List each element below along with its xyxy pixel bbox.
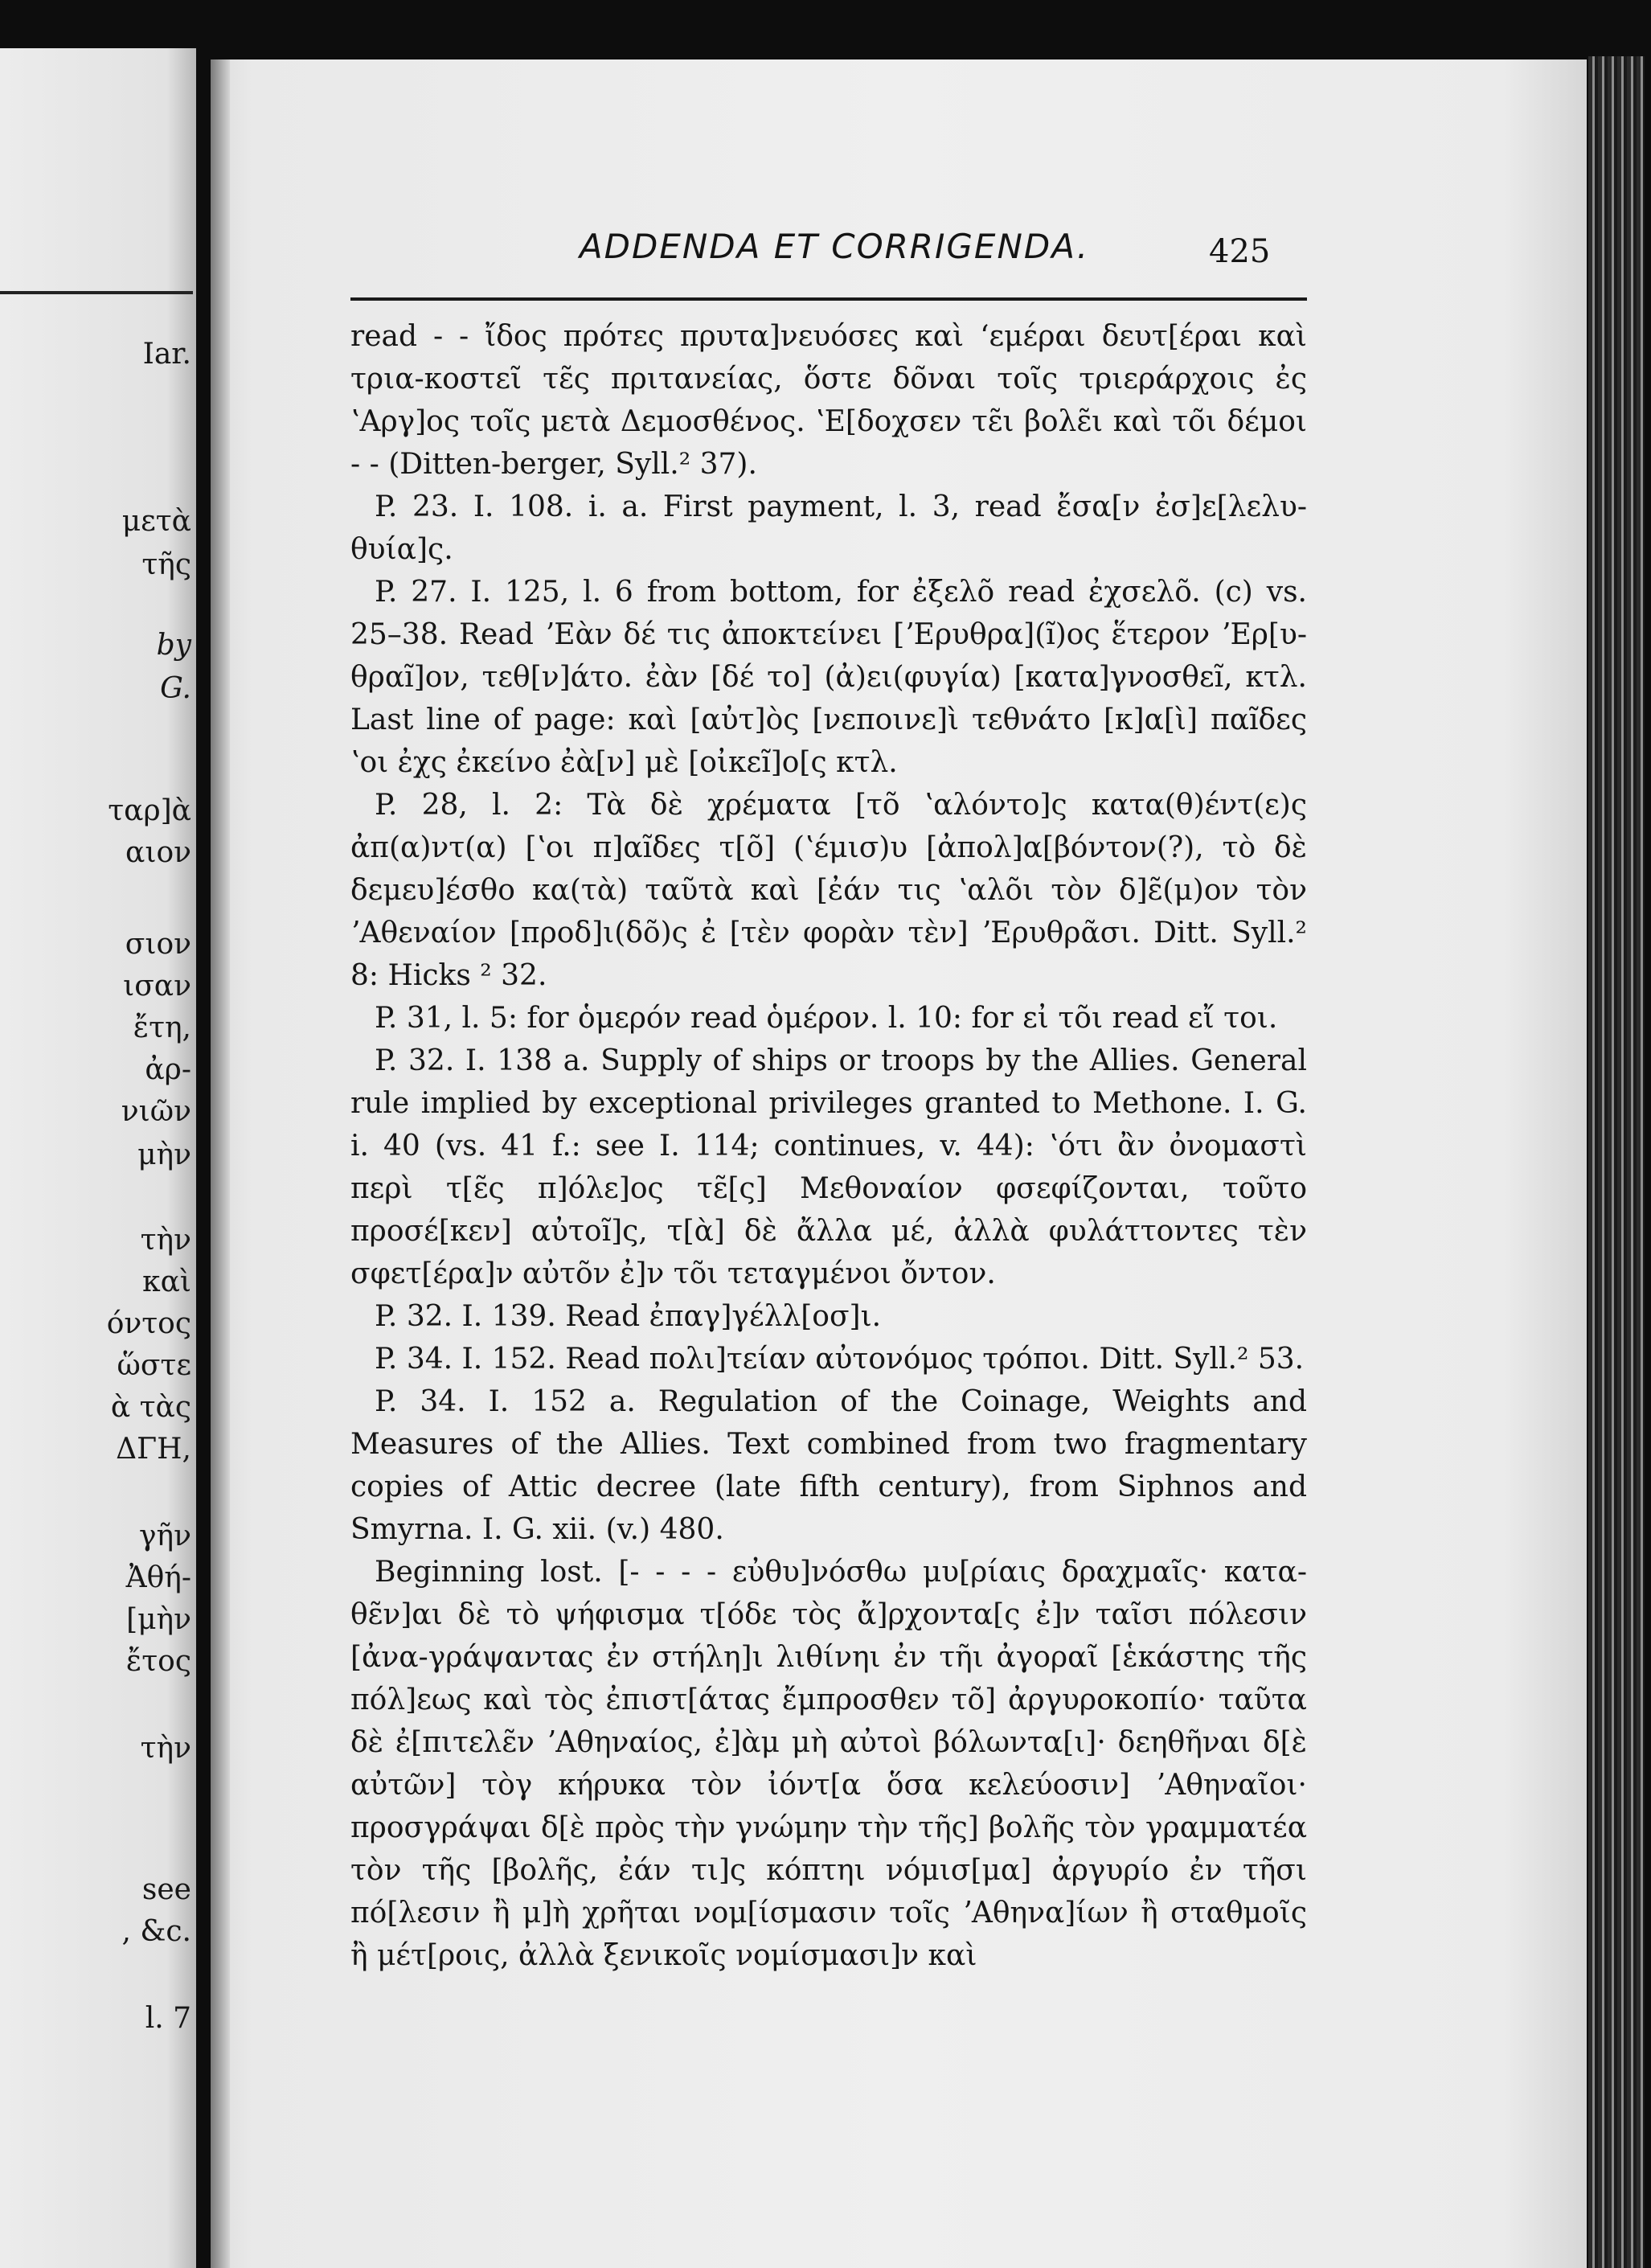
facing-line: Iar. [142, 338, 191, 371]
facing-line: καὶ [142, 1265, 191, 1298]
facing-line: τὴν [140, 1224, 191, 1257]
facing-line: σιον [125, 928, 191, 961]
facing-line: ταρ]ὰ [108, 794, 191, 827]
paragraph: P. 34. I. 152 a. Regulation of the Coinage, Weights and Measures of the Allies. Text combined from two fragmentary copies of Attic decree (late fifth century), from Siphnos and Smyrna. I. G. xii. (v.) 480. [350, 1385, 1307, 1546]
facing-line: , &c. [121, 1915, 191, 1948]
facing-line: τὴν [140, 1732, 191, 1765]
facing-line: αιον [125, 836, 191, 869]
facing-line: μετὰ [121, 505, 191, 538]
paragraph: P. 28, l. 2: Τὰ δὲ χρέματα [τõ ʽαλόντο]ς κατα(θ)έντ(ε)ς ἀπ(α)ντ(α) [ʽοι π]αĩδες τ[õ] (ʽέμισ)υ [ἀπολ]α[βόντον(?), τὸ δὲ δεμευ]έσθο κα(τὰ) ταῦτὰ καὶ [ἐάν τις ʽαλõι τὸν δ]ε̃(μ)ον τὸν ʼΑθεναίον [προδ]ι(δõ)ς ἐ [τὲν φορὰν τὲν] ʼΕρυθρᾶσι. Ditt. Syll.² 8: Hicks ² 32. [350, 789, 1307, 992]
facing-line: G. [160, 672, 191, 705]
paragraph: read - - ἴδος πρόтες πρυτα]νευόσες καὶ ʻεμέραι δευτ[έραι καὶ τρια-κοστεῖ τε̃ς πριτανείας, ὅστε δο̃ναι τοῖς τριεράρχοις ἐς ʽΑργ]ος τοῖς μετὰ Δεμοσθένος. ʽΕ[δοχσεν τε̃ι βολε̃ι καὶ το̃ι δέμοι - - (Ditten-berger, Syll.² 37). [350, 320, 1307, 481]
facing-line: όντος [106, 1307, 191, 1340]
running-title: ADDENDA ET CORRIGENDA. [579, 227, 1090, 266]
facing-line: [μὴν [126, 1603, 191, 1636]
paragraph: P. 23. I. 108. i. a. First payment, l. 3, read ἔσα[ν ἐσ]ε[λελυ-θυία]ς. [350, 490, 1307, 566]
facing-line: by [156, 629, 191, 662]
facing-line: ἔτος [125, 1645, 191, 1678]
facing-line: l. 7 [145, 2002, 191, 2035]
facing-line: μὴν [137, 1138, 191, 1171]
gutter-shadow [211, 59, 230, 2268]
facing-line: ἔτη, [133, 1011, 191, 1044]
facing-line: Ἀθή- [125, 1561, 191, 1594]
facing-page-fragment [0, 48, 196, 2268]
facing-line: ὥστε [117, 1349, 191, 1382]
header-rule [350, 297, 1307, 301]
facing-line: ισαν [123, 970, 191, 1003]
facing-line: γῆν [139, 1520, 191, 1552]
facing-line: ΔΓΗ, [116, 1433, 191, 1466]
facing-line: ἀρ- [145, 1053, 191, 1086]
facing-page-header-rule [0, 291, 193, 294]
book-fore-edge [1588, 56, 1645, 2268]
paragraph: P. 27. I. 125, l. 6 from bottom, for ἐξελõ read ἐχσελõ. (c) vs. 25–38. Read ʼΕὰν δέ τις ἀποκτείνει [ʼΕρυθρα](ĩ)ος ἕτερον ʼΕρ[υ-θραĩ]ον, τεθ[ν]άτο. ἐὰν [δέ το] (ἀ)ει(φυγία) [κατα]γνοσθεĩ, κτλ. Last line of page: καὶ [αὐτ]ὸς [νεποινε]ὶ τεθνάτο [κ]α[ὶ] παĩδες ʽοι ἐχς ἐκείνο ἐὰ[ν] μὲ [οἰκεĩ]ο[ς κτλ. [350, 576, 1307, 779]
page-number: 425 [1209, 233, 1271, 270]
paragraph: P. 31, l. 5: for ὁμερόν read ὁμέρον. l. 10: for εἰ τõι read εἴ τοι. [375, 1002, 1278, 1035]
facing-line: τῆς [141, 548, 191, 581]
facing-line: see [141, 1873, 191, 1906]
paragraph: Beginning lost. [- - - - εὐθυ]νόσθω μυ[ρίαις δραχμαῖς· κατα-θε̃ν]αι δὲ τὸ ψήφισμα τ[όδε τὸς ἄ]ρχοντα[ς ἐ]ν ταῖσι πόλεσιν [ἀνα-γράψαντας ἐν στήλη]ι λιθίνηι ἐν τῆι ἀγοραῖ [ἑκάστης τῆς πόλ]εως καὶ τὸς ἐπιστ[άτας ἔμπροσθεν τõ] ἀργυροκοπίο· ταῦτα δὲ ἐ[πιτελε̃ν ʼΑθηναίος, ἐ]ὰμ μὴ αὐτοὶ βόλωντα[ι]· δεηθῆναι δ[ὲ αὐτῶν] τὸγ κήρυκα τὸν ἰόντ[α ὅσα κελεύοσιν] ʼΑθηναῖοι· προσγράψαι δ[ὲ πρὸς τὴν γνώμην τὴν τῆς] βολῆς τὸν γραμματέα τὸν τῆς [βολῆς, ἐάν τι]ς κόπτηι νόμισ[μα] ἀργυρίο ἐν τῆσι πό[λεσιν ἢ μ]ὴ χρῆται νομ[ίσμασιν τοῖς ʼΑθηνα]ίων ἢ σταθμοῖς ἢ μέτ[ροις, ἀλλὰ ξενικοῖς νομίσμασι]ν καὶ [350, 1556, 1307, 1972]
paragraph: P. 34. I. 152. Read πολι]τείαν αὐτονόμος τρόποι. Ditt. Syll.² 53. [375, 1343, 1305, 1376]
paragraph: P. 32. I. 139. Read ἐπαγ]γέλλ[οσ]ι. [375, 1300, 882, 1333]
facing-line: ὰ τὰς [110, 1391, 191, 1424]
paragraph: P. 32. I. 138 a. Supply of ships or troops by the Allies. General rule implied by exceptional privileges granted to Methone. I. G. i. 40 (vs. 41 f.: see I. 114; continues, v. 44): ʽότι ἂν ὀνομαστὶ περὶ τ[ε̃ς π]όλε]ος τε̃[ς] Μεθοναίον φσεφίζονται, τοῦτο προσέ[κεν] αὐτοĩ]ς, τ[ὰ] δὲ ἄλλα μέ, ἀλλὰ φυλάττοντες τὲν σφετ[έρα]ν αὐτõν ἐ]ν τõι τεταγμένοι ὄντον. [350, 1044, 1307, 1290]
page-body [350, 315, 1307, 1977]
facing-line: νιῶν [121, 1095, 191, 1128]
